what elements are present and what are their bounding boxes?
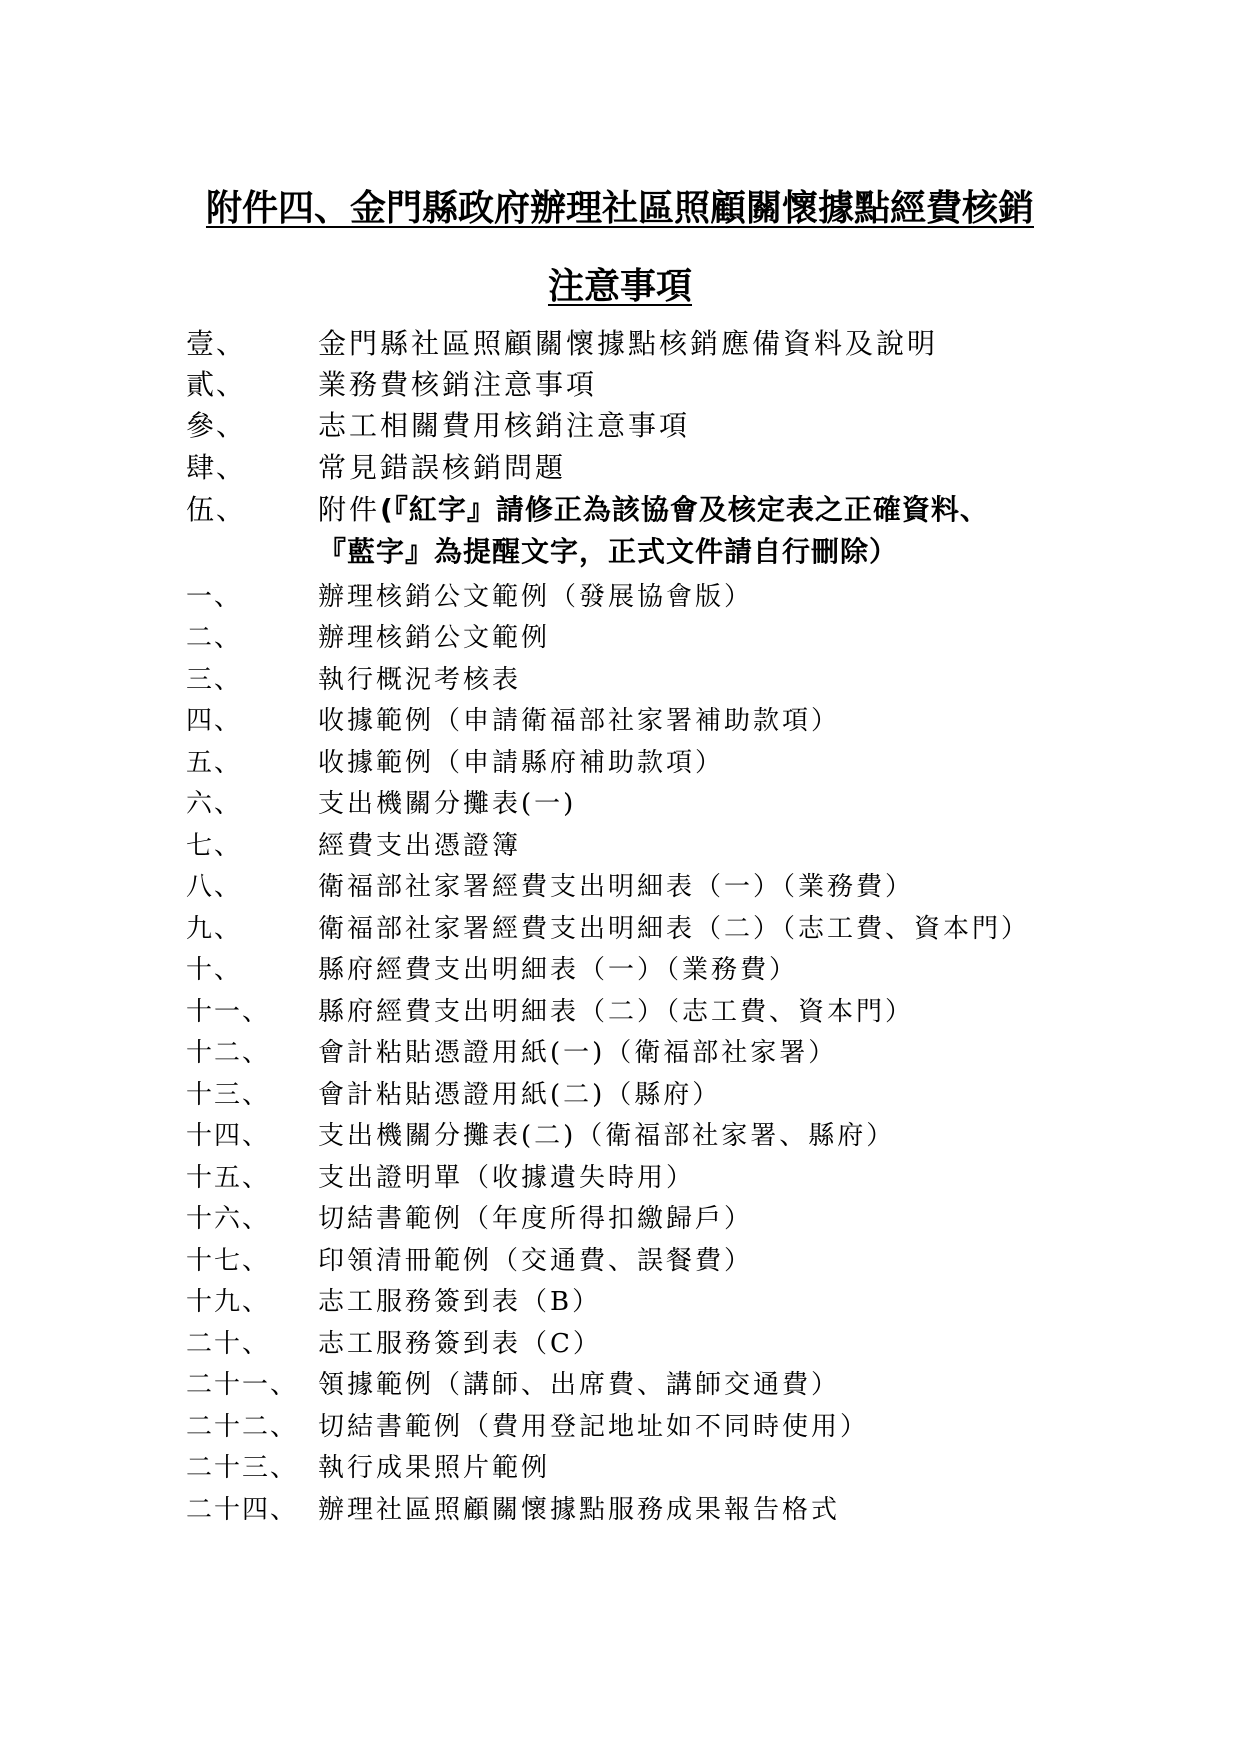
attachment-number: 五、 xyxy=(186,748,243,778)
section-number: 伍、 xyxy=(186,493,247,526)
attachment-number: 三、 xyxy=(186,665,243,695)
attachment-number: 二十、 xyxy=(186,1329,271,1359)
section-text: 金門縣社區照顧關懷據點核銷應備資料及說明 xyxy=(318,327,939,360)
section-text: 業務費核銷注意事項 xyxy=(318,368,598,401)
attachment-item xyxy=(0,1198,1240,1238)
attachment-item xyxy=(0,1406,1240,1446)
attachment-item xyxy=(0,1447,1240,1487)
attachment-text: 會計粘貼憑證用紙(一)（衛福部社家署） xyxy=(318,1038,838,1068)
attachment-item xyxy=(0,1240,1240,1280)
attachment-text: 縣府經費支出明細表（二）（志工費、資本門） xyxy=(318,997,915,1027)
attachment-text: 衛福部社家署經費支出明細表（一）（業務費） xyxy=(318,872,915,902)
attachment-number: 十七、 xyxy=(186,1246,271,1276)
attachment-text: 辦理核銷公文範例（發展協會版） xyxy=(318,582,754,612)
attachment-number: 十、 xyxy=(186,955,243,985)
attachment-item xyxy=(0,1489,1240,1529)
attachment-item xyxy=(0,742,1240,782)
section-number: 貳、 xyxy=(186,368,247,401)
attachment-number: 二十二、 xyxy=(186,1412,299,1442)
attachment-item xyxy=(0,700,1240,740)
attachment-item xyxy=(0,783,1240,823)
attachment-text: 支出證明單（收據遺失時用） xyxy=(318,1163,696,1193)
attachment-number: 八、 xyxy=(186,872,243,902)
section-number: 肆、 xyxy=(186,451,247,484)
attachment-number: 二、 xyxy=(186,623,243,653)
attachment-number: 十五、 xyxy=(186,1163,271,1193)
attachment-text: 執行成果照片範例 xyxy=(318,1453,551,1483)
section-item xyxy=(0,322,1240,362)
attachment-number: 四、 xyxy=(186,706,243,736)
attachment-item xyxy=(0,1364,1240,1404)
attachment-number: 七、 xyxy=(186,831,243,861)
document-title-line1: 附件四、金門縣政府辦理社區照顧關懷據點經費核銷 xyxy=(205,188,1034,229)
attachment-text: 經費支出憑證簿 xyxy=(318,831,522,861)
attachment-item xyxy=(0,949,1240,989)
attachment-item xyxy=(0,1115,1240,1155)
section-text: 志工相關費用核銷注意事項 xyxy=(318,409,691,442)
attachment-number: 二十一、 xyxy=(186,1370,299,1400)
attachment-text: 執行概況考核表 xyxy=(318,665,522,695)
attachment-text: 印領清冊範例（交通費、誤餐費） xyxy=(318,1246,754,1276)
attachment-item xyxy=(0,1157,1240,1197)
attachment-item xyxy=(0,1032,1240,1072)
section-number: 壹、 xyxy=(186,327,247,360)
attachment-text: 辦理核銷公文範例 xyxy=(318,623,551,653)
attachment-number: 六、 xyxy=(186,789,243,819)
attachment-number: 二十三、 xyxy=(186,1453,299,1483)
attachment-number: 十九、 xyxy=(186,1287,271,1317)
document-title-line2: 注意事項 xyxy=(547,266,692,307)
attachment-number: 十六、 xyxy=(186,1204,271,1234)
attachment-item xyxy=(0,617,1240,657)
attachment-text: 衛福部社家署經費支出明細表（二）（志工費、資本門） xyxy=(318,914,1031,944)
attachment-number: 一、 xyxy=(186,582,243,612)
attachment-number: 十三、 xyxy=(186,1080,271,1110)
attachment-text: 辦理社區照顧關懷據點服務成果報告格式 xyxy=(318,1495,841,1525)
attachment-text: 會計粘貼憑證用紙(二)（縣府） xyxy=(318,1080,722,1110)
attachment-text: 志工服務簽到表（C） xyxy=(318,1329,602,1359)
attachment-text: 支出機關分攤表(一) xyxy=(318,789,577,819)
attachment-number: 十四、 xyxy=(186,1121,271,1151)
attachment-item xyxy=(0,1323,1240,1363)
section-item xyxy=(0,488,1240,528)
attachment-text: 領據範例（講師、出席費、講師交通費） xyxy=(318,1370,841,1400)
attachment-item xyxy=(0,908,1240,948)
attachment-item xyxy=(0,576,1240,616)
section-note-line2: 『藍字』為提醒文字，正式文件請自行刪除） xyxy=(318,535,899,568)
attachment-item xyxy=(0,1281,1240,1321)
attachment-number: 二十四、 xyxy=(186,1495,299,1525)
attachment-item xyxy=(0,825,1240,865)
attachment-text: 支出機關分攤表(二)（衛福部社家署、縣府） xyxy=(318,1121,896,1151)
section-text-with-note xyxy=(318,488,989,528)
attachment-number: 九、 xyxy=(186,914,243,944)
attachment-text: 志工服務簽到表（B） xyxy=(318,1287,602,1317)
attachment-item xyxy=(0,1074,1240,1114)
section-number: 參、 xyxy=(186,409,247,442)
attachment-text: 縣府經費支出明細表（一）（業務費） xyxy=(318,955,799,985)
section-note-line1: (『紅字』請修正為該協會及核定表之正確資料、 xyxy=(380,493,989,526)
section-note-row xyxy=(0,530,1240,570)
attachment-item xyxy=(0,866,1240,906)
attachment-item xyxy=(0,991,1240,1031)
section-item xyxy=(0,363,1240,403)
attachment-number: 十二、 xyxy=(186,1038,271,1068)
section-text: 常見錯誤核銷問題 xyxy=(318,451,567,484)
attachment-text: 切結書範例（費用登記地址如不同時使用） xyxy=(318,1412,870,1442)
attachment-item xyxy=(0,659,1240,699)
section-item xyxy=(0,404,1240,444)
section-item xyxy=(0,446,1240,486)
attachment-text: 收據範例（申請衛福部社家署補助款項） xyxy=(318,706,841,736)
attachment-text: 收據範例（申請縣府補助款項） xyxy=(318,748,725,778)
section-text: 附件 xyxy=(318,493,381,526)
attachment-text: 切結書範例（年度所得扣繳歸戶） xyxy=(318,1204,754,1234)
attachment-number: 十一、 xyxy=(186,997,271,1027)
